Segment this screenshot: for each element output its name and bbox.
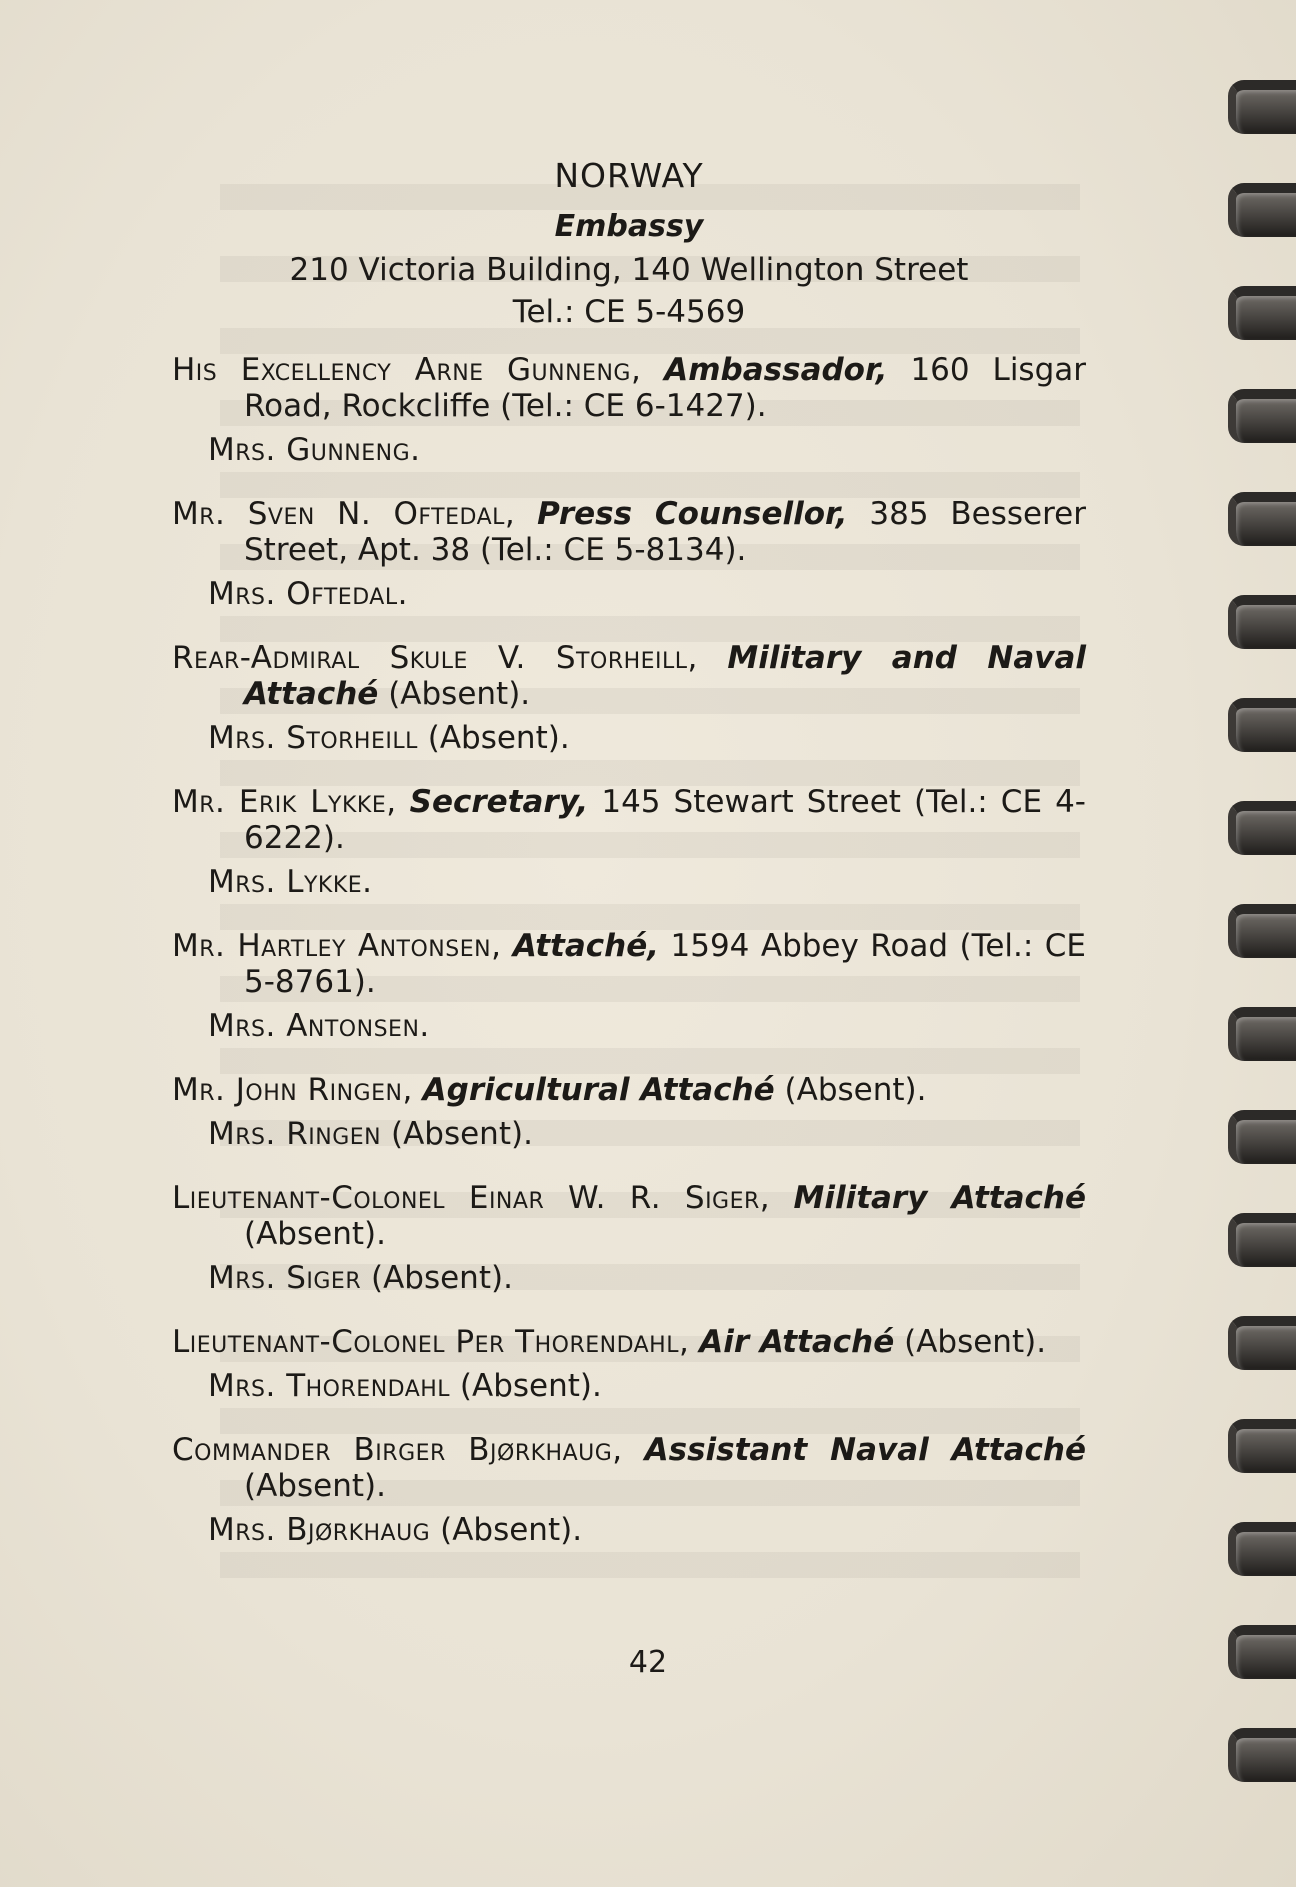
embassy-listing: [172, 156, 1086, 1576]
entry-name: His Excellency Arne Gunneng,: [172, 352, 642, 388]
entry-name: Lieutenant-Colonel Einar W. R. Siger,: [172, 1180, 771, 1216]
spouse-name: Mrs. Ringen: [208, 1116, 382, 1152]
list-item: [172, 784, 1086, 900]
spouse-name: Mrs. Gunneng.: [208, 432, 421, 468]
spouse-line: [172, 864, 1086, 900]
entry-role: Military and Naval Attaché: [244, 640, 1086, 712]
spouse-line: [172, 1512, 1086, 1548]
spouse-note: (Absent).: [390, 1116, 533, 1152]
entry-role: Attaché,: [512, 928, 660, 964]
spouse-line: [172, 1260, 1086, 1296]
spouse-name: Mrs. Lykke.: [208, 864, 373, 900]
spiral-coil-icon: [1228, 286, 1296, 340]
entry-text: [172, 1432, 1086, 1504]
spouse-name: Mrs. Siger: [208, 1260, 362, 1296]
spouse-name: Mrs. Storheill: [208, 720, 418, 756]
list-item: [172, 1324, 1086, 1404]
list-item: [172, 1432, 1086, 1548]
spiral-coil-icon: [1228, 1213, 1296, 1267]
list-item: [172, 928, 1086, 1044]
spouse-name: Mrs. Thorendahl: [208, 1368, 451, 1404]
entry-name: Mr. Hartley Antonsen,: [172, 928, 502, 964]
entry-text: [172, 496, 1086, 568]
spiral-coil-icon: [1228, 1625, 1296, 1679]
spiral-coil-icon: [1228, 698, 1296, 752]
entry-name: Mr. Sven N. Oftedal,: [172, 496, 516, 532]
spouse-note: (Absent).: [459, 1368, 602, 1404]
entry-name: Rear-Admiral Skule V. Storheill,: [172, 640, 698, 676]
embassy-telephone: Tel.: CE 5-4569: [512, 294, 746, 330]
spiral-coil-icon: [1228, 801, 1296, 855]
spiral-coil-icon: [1228, 183, 1296, 237]
spiral-coil-icon: [1228, 1316, 1296, 1370]
spiral-coil-icon: [1228, 904, 1296, 958]
embassy-address: 210 Victoria Building, 140 Wellington Street: [289, 252, 969, 288]
entry-role: Agricultural Attaché: [422, 1072, 775, 1108]
spiral-coil-icon: [1228, 492, 1296, 546]
entry-details: 145 Stewart Street (Tel.: CE 4-6222).: [244, 784, 1086, 856]
spouse-line: [172, 576, 1086, 612]
entry-details: (Absent).: [388, 676, 531, 712]
spiral-binding: [1226, 80, 1296, 1800]
list-item: [172, 352, 1086, 468]
spouse-line: [172, 1368, 1086, 1404]
entry-text: [172, 640, 1086, 712]
entry-name: Mr. Erik Lykke,: [172, 784, 397, 820]
entry-details: (Absent).: [784, 1072, 927, 1108]
entry-details: 1594 Abbey Road (Tel.: CE 5-8761).: [244, 928, 1086, 1000]
page-number: 42: [628, 1645, 668, 1680]
entry-details: (Absent).: [244, 1468, 386, 1504]
spiral-coil-icon: [1228, 80, 1296, 134]
list-item: [172, 1072, 1086, 1152]
spiral-coil-icon: [1228, 1110, 1296, 1164]
spouse-note: (Absent).: [427, 720, 570, 756]
spouse-line: [172, 1008, 1086, 1044]
spiral-coil-icon: [1228, 595, 1296, 649]
entry-text: [172, 1324, 1086, 1360]
entry-text: [172, 928, 1086, 1000]
spouse-note: (Absent).: [370, 1260, 513, 1296]
spiral-coil-icon: [1228, 1007, 1296, 1061]
entry-role: Secretary,: [409, 784, 589, 820]
entry-details: 385 Besserer Street, Apt. 38 (Tel.: CE 5-8134).: [244, 496, 1087, 568]
list-item: [172, 640, 1086, 756]
entry-role: Air Attaché: [699, 1324, 895, 1360]
country-heading: NORWAY: [554, 156, 704, 195]
entry-name: Lieutenant-Colonel Per Thorendahl,: [172, 1324, 690, 1360]
spouse-name: Mrs. Oftedal.: [208, 576, 408, 612]
entry-name: Commander Birger Bjørkhaug,: [172, 1432, 623, 1468]
spouse-line: [172, 432, 1086, 468]
list-item: [172, 496, 1086, 612]
spouse-line: [172, 720, 1086, 756]
entry-text: [172, 1180, 1086, 1252]
spiral-coil-icon: [1228, 1522, 1296, 1576]
entry-text: [172, 784, 1086, 856]
entry-details: (Absent).: [244, 1216, 386, 1252]
spiral-coil-icon: [1228, 389, 1296, 443]
entry-name: Mr. John Ringen,: [172, 1072, 413, 1108]
entry-details: (Absent).: [904, 1324, 1047, 1360]
list-item: [172, 1180, 1086, 1296]
spouse-line: [172, 1116, 1086, 1152]
entry-role: Ambassador,: [664, 352, 888, 388]
entry-role: Press Counsellor,: [537, 496, 848, 532]
spouse-name: Mrs. Bjørkhaug: [208, 1512, 431, 1548]
embassy-subtitle: Embassy: [554, 209, 704, 244]
spouse-note: (Absent).: [440, 1512, 583, 1548]
spiral-coil-icon: [1228, 1728, 1296, 1782]
entry-text: [172, 1072, 1086, 1108]
entry-text: [172, 352, 1086, 424]
spouse-name: Mrs. Antonsen.: [208, 1008, 430, 1044]
entry-role: Assistant Naval Attaché: [644, 1432, 1086, 1468]
entry-details: 160 Lisgar Road, Rockcliffe (Tel.: CE 6-1427).: [244, 352, 1086, 424]
spiral-coil-icon: [1228, 1419, 1296, 1473]
entry-role: Military Attaché: [793, 1180, 1086, 1216]
